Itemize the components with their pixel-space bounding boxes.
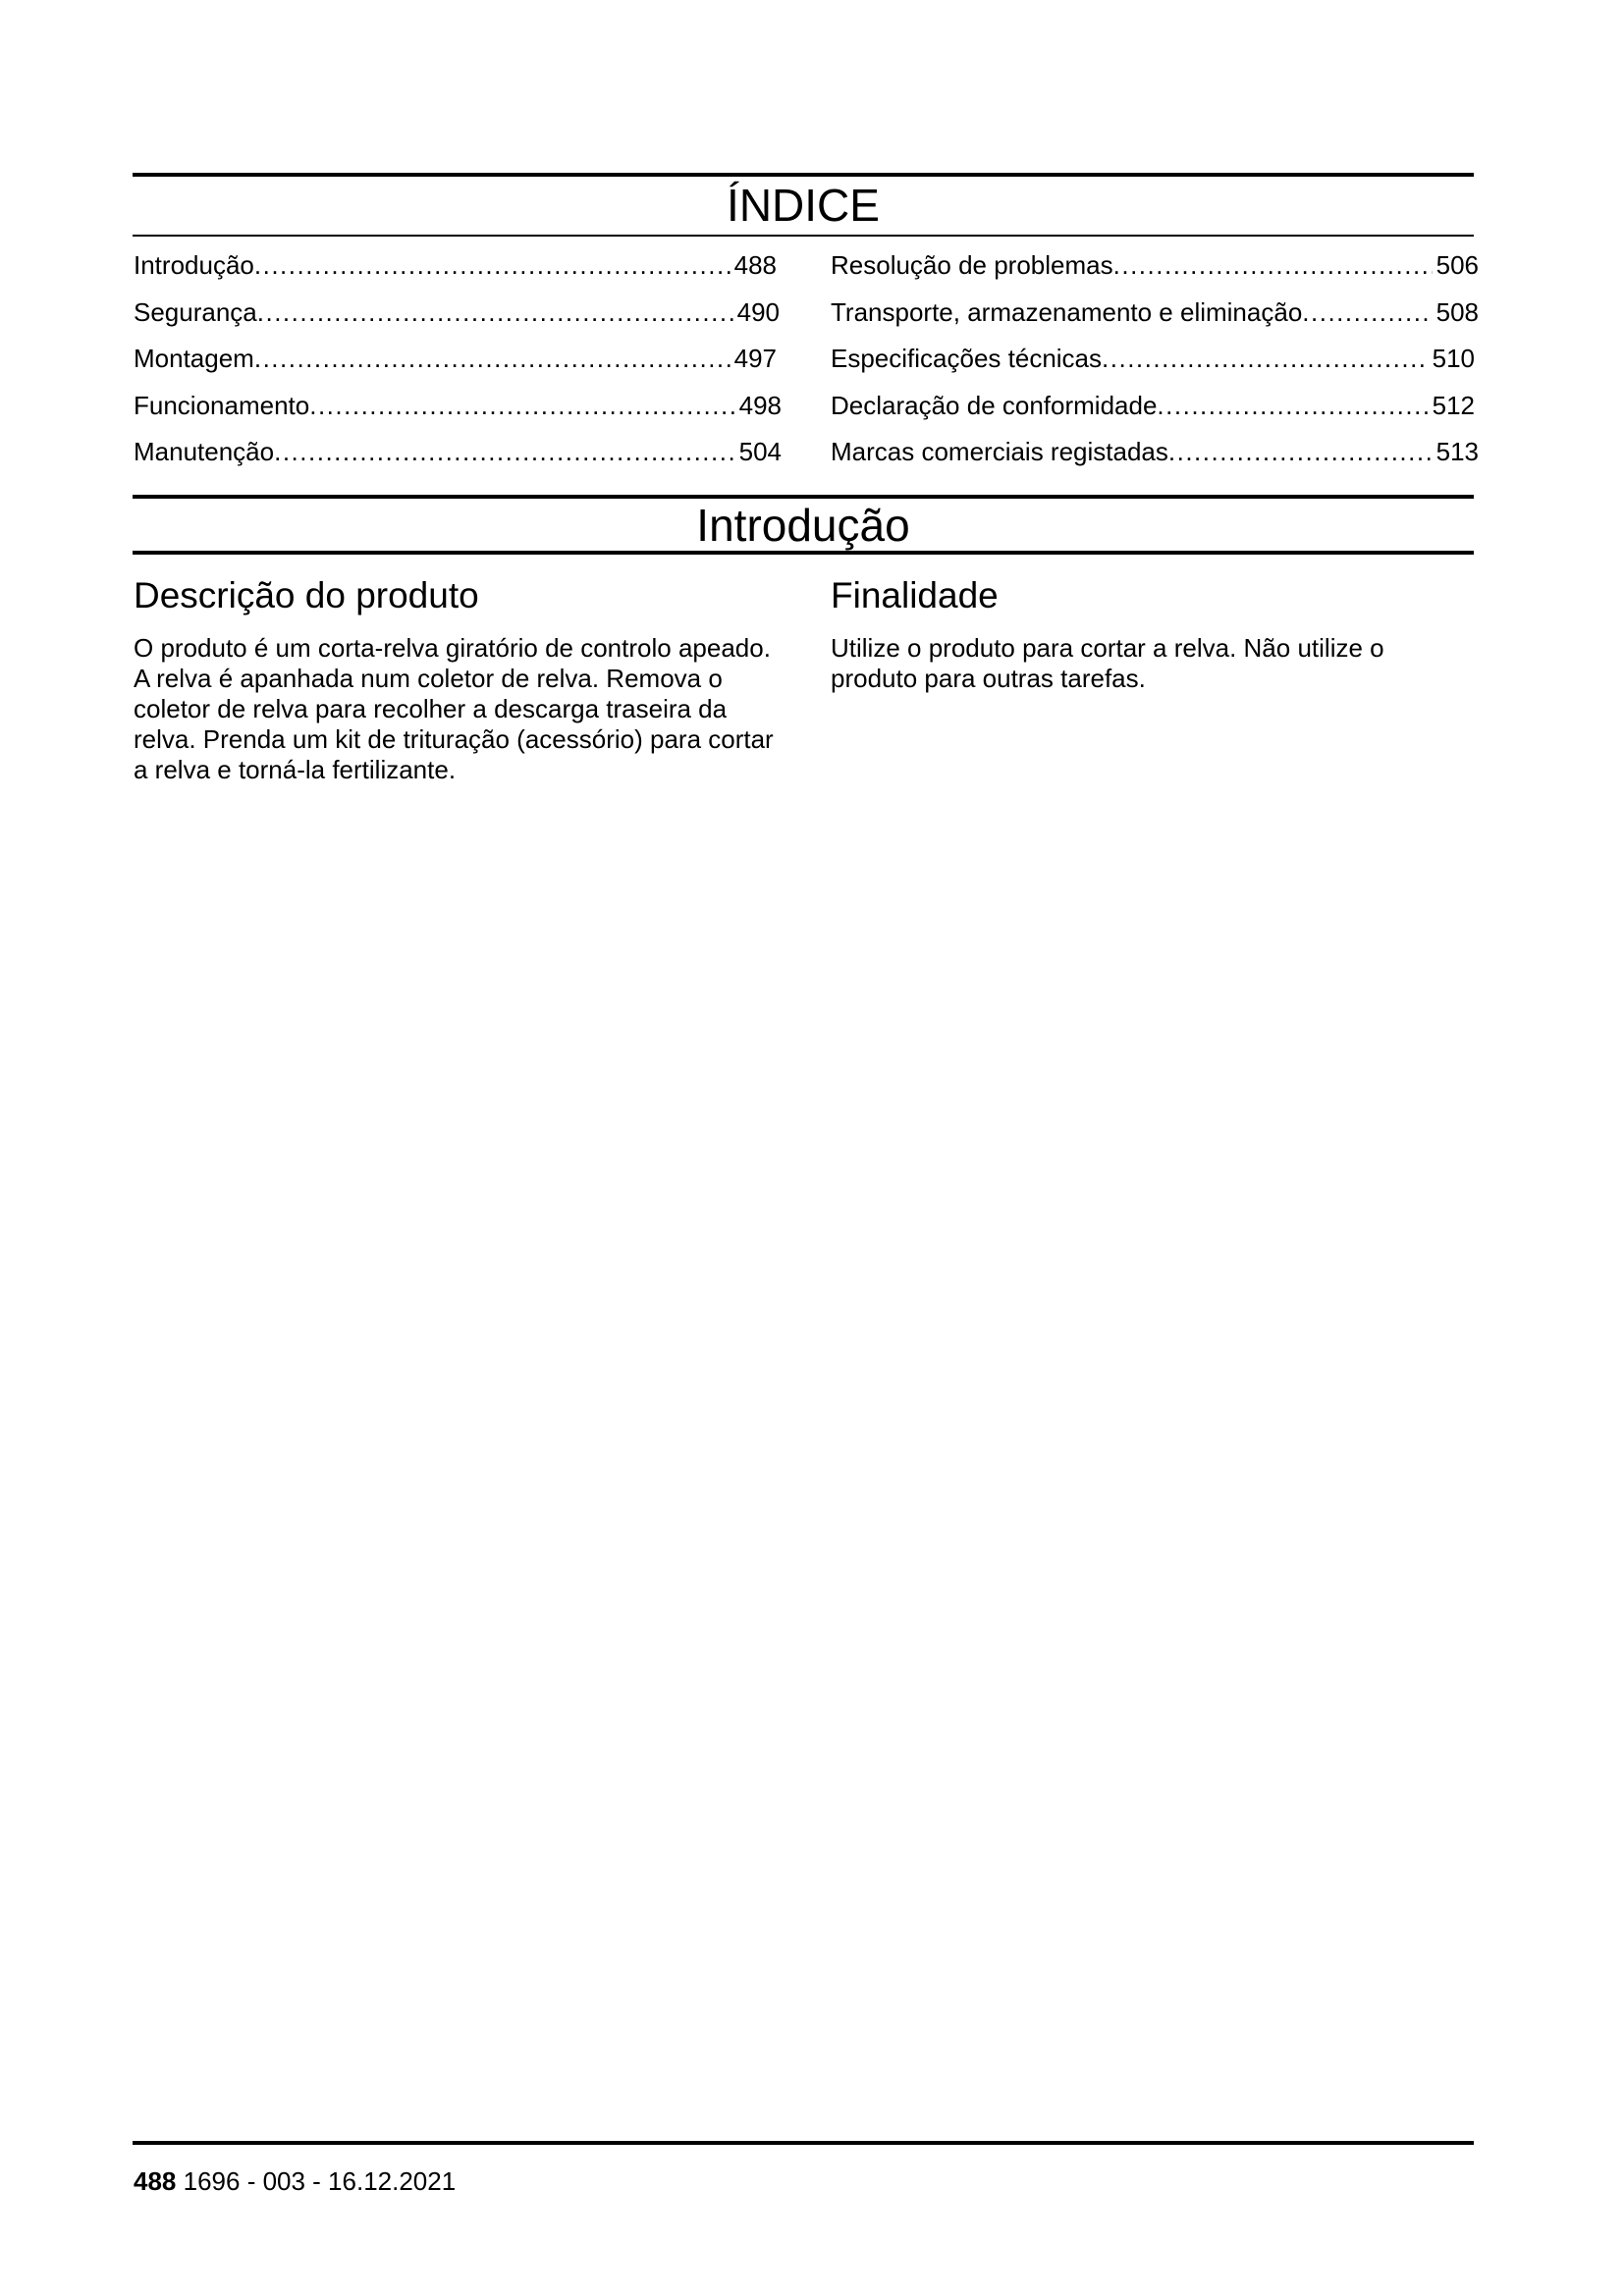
- toc-leader-dots: [309, 388, 734, 423]
- toc-entry-label: Introdução: [134, 250, 254, 280]
- toc-leader-dots: [1113, 247, 1433, 283]
- toc-entry-seguranca[interactable]: [134, 294, 780, 342]
- toc-entry-page: 510: [1432, 344, 1475, 373]
- toc-entry-manutencao[interactable]: [134, 434, 782, 481]
- toc-entry-label: Manutenção: [134, 437, 275, 466]
- toc-leader-dots: [1302, 294, 1432, 330]
- intro-bottom-rule: [133, 551, 1474, 555]
- toc-entry-page: 512: [1432, 390, 1475, 420]
- toc-entry-funcionamento[interactable]: [134, 388, 782, 435]
- toc-entry-especificacoes-tecnicas[interactable]: [831, 341, 1475, 388]
- toc-entry-page: 488: [733, 250, 777, 280]
- document-reference: 1696 - 003 - 16.12.2021: [183, 2166, 457, 2196]
- toc-entry-resolucao-de-problemas[interactable]: [831, 247, 1479, 294]
- toc-entry-page: 506: [1435, 250, 1479, 280]
- toc-leader-dots: [257, 294, 733, 330]
- toc-entry-label: Marcas comerciais registadas: [831, 437, 1168, 466]
- toc-top-rule: [133, 173, 1474, 177]
- toc-entry-page: 513: [1435, 437, 1479, 466]
- toc-entry-marcas-comerciais[interactable]: [831, 434, 1479, 481]
- toc-entry-introducao[interactable]: [134, 247, 777, 294]
- toc-entry-page: 490: [736, 296, 780, 327]
- toc-entry-label: Especificações técnicas: [831, 344, 1103, 373]
- toc-bottom-rule: [133, 235, 1474, 237]
- toc-title: ÍNDICE: [727, 180, 880, 231]
- toc-entry-declaracao-de-conformidade[interactable]: [831, 388, 1475, 435]
- toc-leader-dots: [1102, 341, 1429, 376]
- toc-entry-page: 498: [738, 390, 782, 420]
- toc-entry-label: Declaração de conformidade: [831, 390, 1158, 420]
- toc-leader-dots: [254, 341, 731, 376]
- toc-entry-montagem[interactable]: [134, 341, 777, 388]
- intro-top-rule: [133, 495, 1474, 499]
- toc-entry-label: Segurança: [134, 296, 257, 327]
- toc-left-column: [134, 247, 782, 481]
- footer-rule: [133, 2141, 1474, 2145]
- toc-entry-label: Montagem: [134, 344, 254, 373]
- toc-leader-dots: [254, 247, 731, 283]
- toc-entry-page: 508: [1435, 296, 1479, 327]
- product-description-text: O produto é um corta-relva giratório de controlo apeado. A relva é apanhada num coletor de relva. Remova o coletor de relva para recolher a descarga traseira da relva. Prenda um kit de trituração (acessório) para cortar a relva e torná-la fertilizante.: [134, 633, 774, 784]
- product-description-heading: Descrição do produto: [134, 575, 479, 615]
- page-footer: [134, 2165, 456, 2197]
- toc-entry-label: Transporte, armazenamento e eliminação: [831, 296, 1303, 327]
- toc-leader-dots: [274, 434, 735, 469]
- toc-entry-page: 504: [738, 437, 782, 466]
- toc-entry-label: Resolução de problemas: [831, 250, 1113, 280]
- toc-right-column: [831, 247, 1479, 481]
- page-number: 488: [134, 2166, 177, 2196]
- toc-leader-dots: [1168, 434, 1433, 469]
- toc-entry-label: Funcionamento: [134, 390, 310, 420]
- intro-title: Introdução: [696, 500, 910, 551]
- toc-entry-transporte[interactable]: [831, 294, 1479, 342]
- purpose-heading: Finalidade: [831, 575, 999, 615]
- purpose-text: Utilize o produto para cortar a relva. Não utilize o produto para outras tarefas.: [831, 633, 1384, 693]
- toc-leader-dots: [1157, 388, 1428, 423]
- toc-entry-page: 497: [733, 344, 777, 373]
